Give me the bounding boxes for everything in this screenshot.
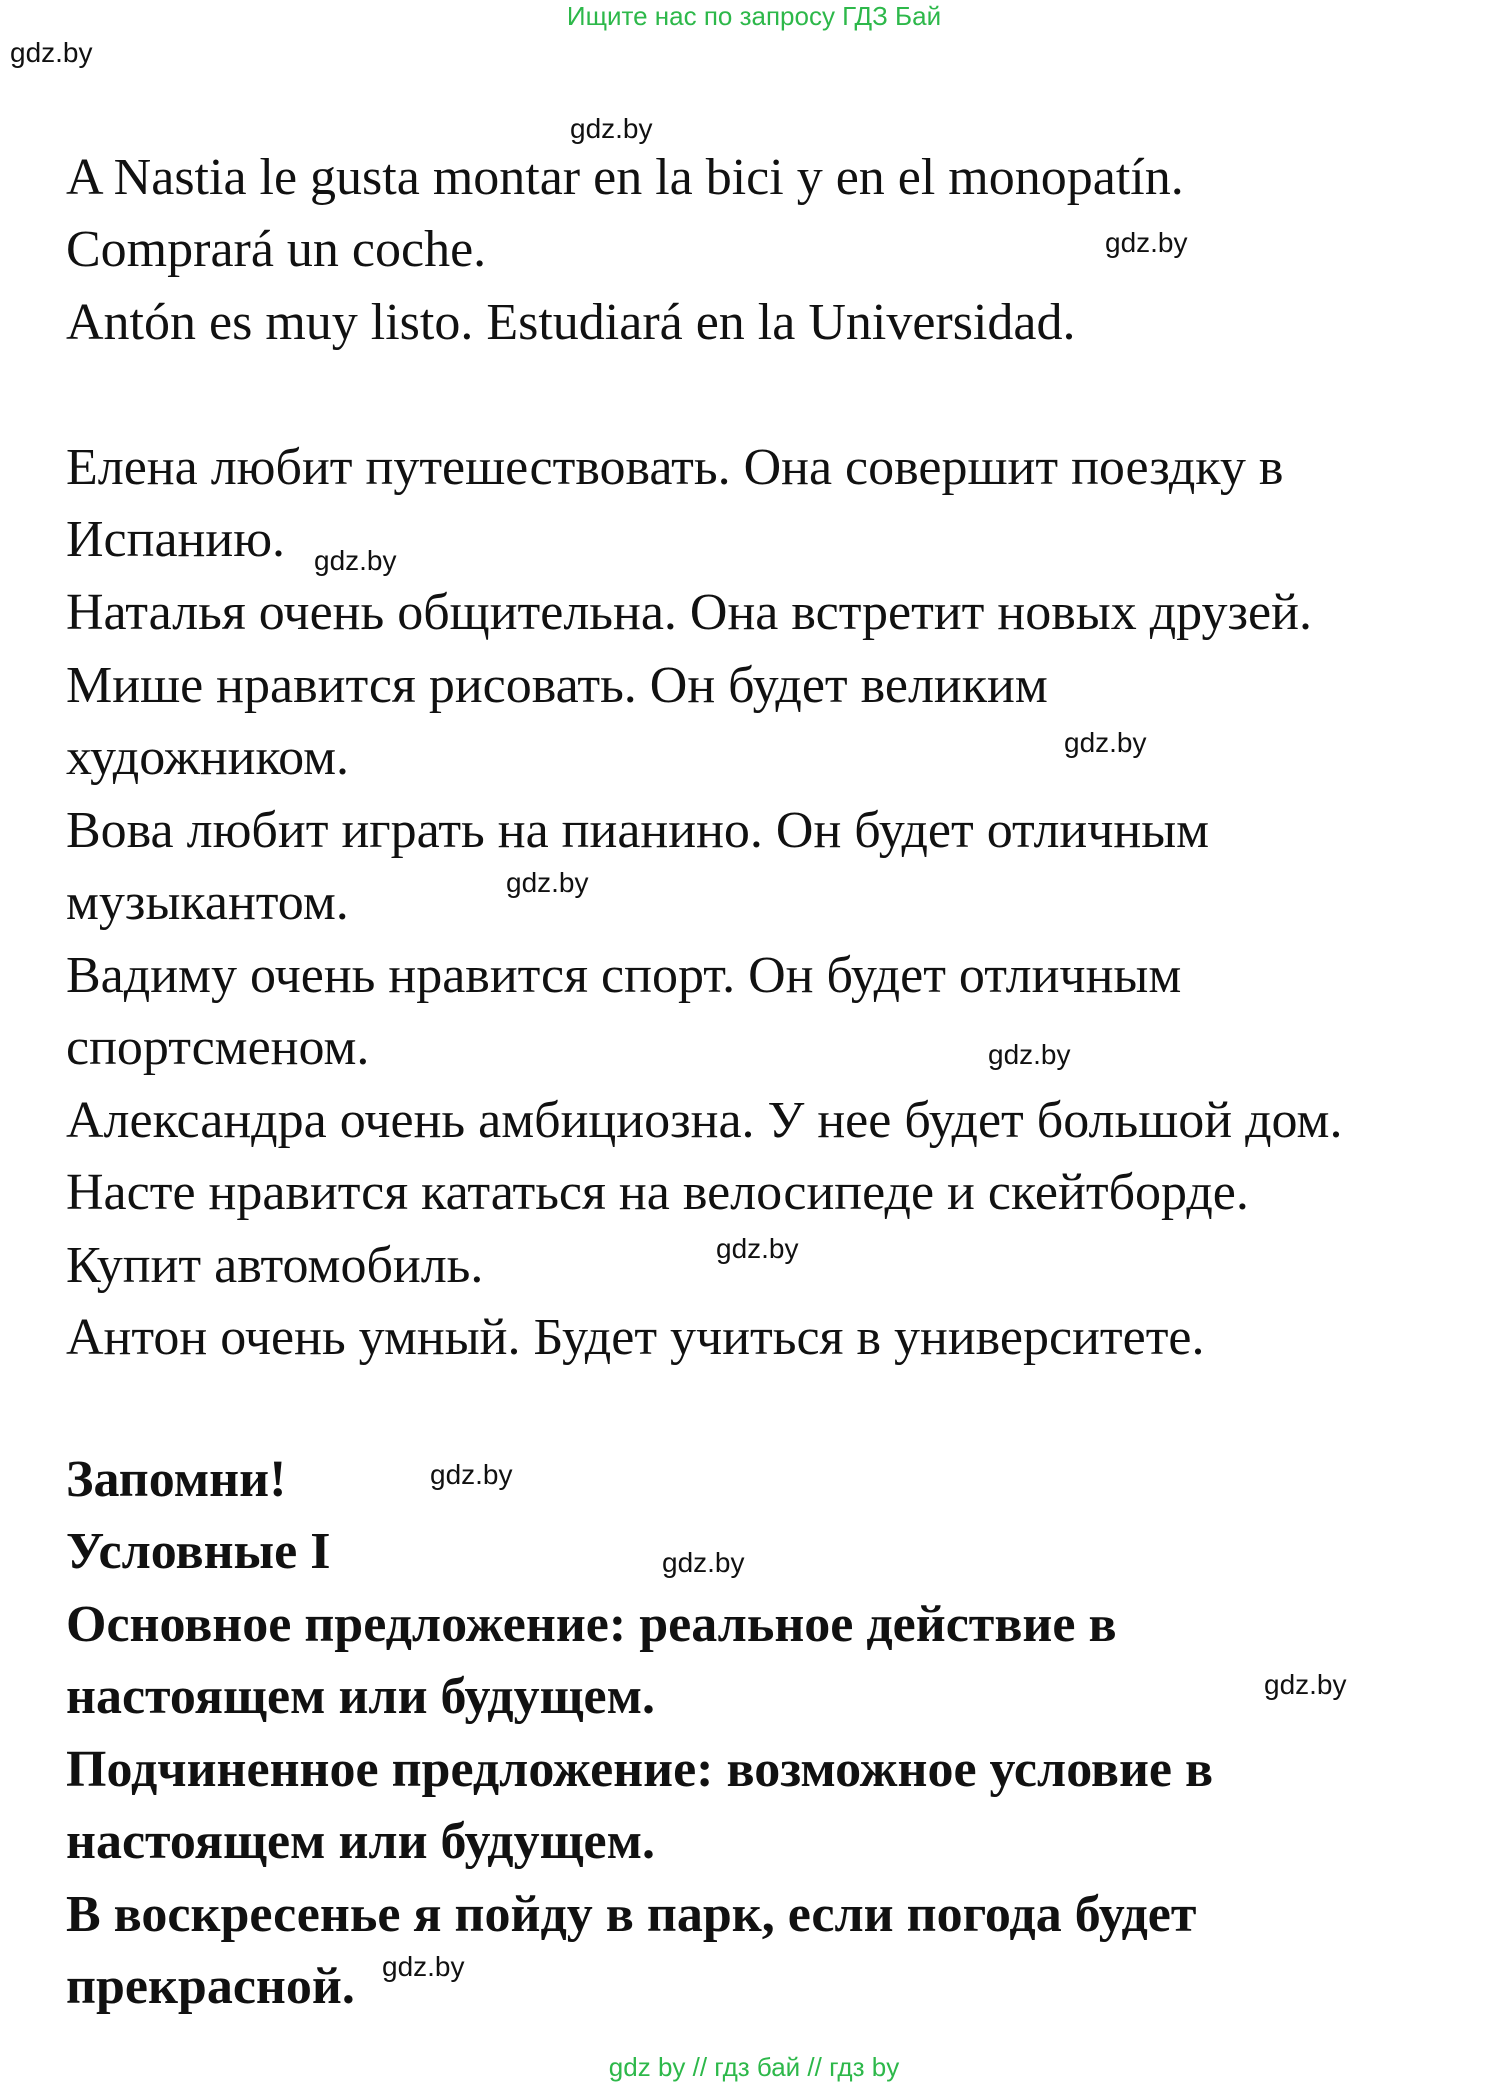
- russian-line: Александра очень амбициозна. У нее будет большой дом.: [66, 1092, 1343, 1149]
- watermark: gdz.by: [1264, 1669, 1347, 1700]
- watermark: gdz.by: [10, 37, 93, 68]
- rule-line: настоящем или будущем.: [66, 1813, 655, 1870]
- rule-heading: Запомни!: [66, 1451, 287, 1508]
- rule-line: настоящем или будущем.: [66, 1668, 655, 1725]
- russian-line: Наталья очень общительна. Она встретит новых друзей.: [66, 584, 1312, 641]
- russian-line: Вадиму очень нравится спорт. Он будет отличным: [66, 947, 1182, 1004]
- spanish-line: A Nastia le gusta montar en la bici y en el monopatín.: [66, 149, 1184, 206]
- watermark: gdz.by: [662, 1547, 745, 1578]
- rule-subheading: Условные I: [66, 1523, 331, 1580]
- spanish-line: Comprará un coche.: [66, 221, 487, 278]
- russian-line: Насте нравится кататься на велосипеде и скейтборде.: [66, 1164, 1249, 1221]
- watermark: gdz.by: [382, 1951, 465, 1982]
- rule-example: В воскресенье я пойду в парк, если погода будет: [66, 1886, 1197, 1943]
- russian-line: Вова любит играть на пианино. Он будет отличным: [66, 802, 1210, 859]
- rule-line: Подчиненное предложение: возможное условие в: [66, 1741, 1214, 1798]
- russian-line: Купит автомобиль.: [66, 1237, 484, 1294]
- watermark: gdz.by: [1105, 227, 1188, 258]
- watermark: gdz.by: [988, 1039, 1071, 1070]
- russian-line: Елена любит путешествовать. Она совершит поездку в: [66, 439, 1284, 496]
- watermark: gdz.by: [430, 1459, 513, 1490]
- russian-line: спортсменом.: [66, 1019, 370, 1076]
- russian-line: Испанию.: [66, 511, 286, 568]
- russian-line: художником.: [66, 729, 350, 786]
- watermark: gdz.by: [506, 867, 589, 898]
- russian-line: Мише нравится рисовать. Он будет великим: [66, 657, 1048, 714]
- watermark: gdz.by: [1064, 727, 1147, 758]
- watermark: gdz.by: [314, 545, 397, 576]
- search-hint-banner[interactable]: Ищите нас по запросу ГДЗ Бай: [566, 1, 942, 31]
- watermark: gdz.by: [716, 1233, 799, 1264]
- russian-line: Антон очень умный. Будет учиться в университете.: [66, 1309, 1205, 1366]
- russian-line: музыкантом.: [66, 874, 349, 931]
- footer-links[interactable]: gdz by // гдз бай // гдз by: [608, 2052, 900, 2082]
- rule-line: Основное предложение: реальное действие в: [66, 1596, 1117, 1653]
- watermark: gdz.by: [570, 113, 653, 144]
- spanish-line: Antón es muy listo. Estudiará en la Universidad.: [66, 294, 1076, 351]
- rule-example: прекрасной.: [66, 1958, 355, 2015]
